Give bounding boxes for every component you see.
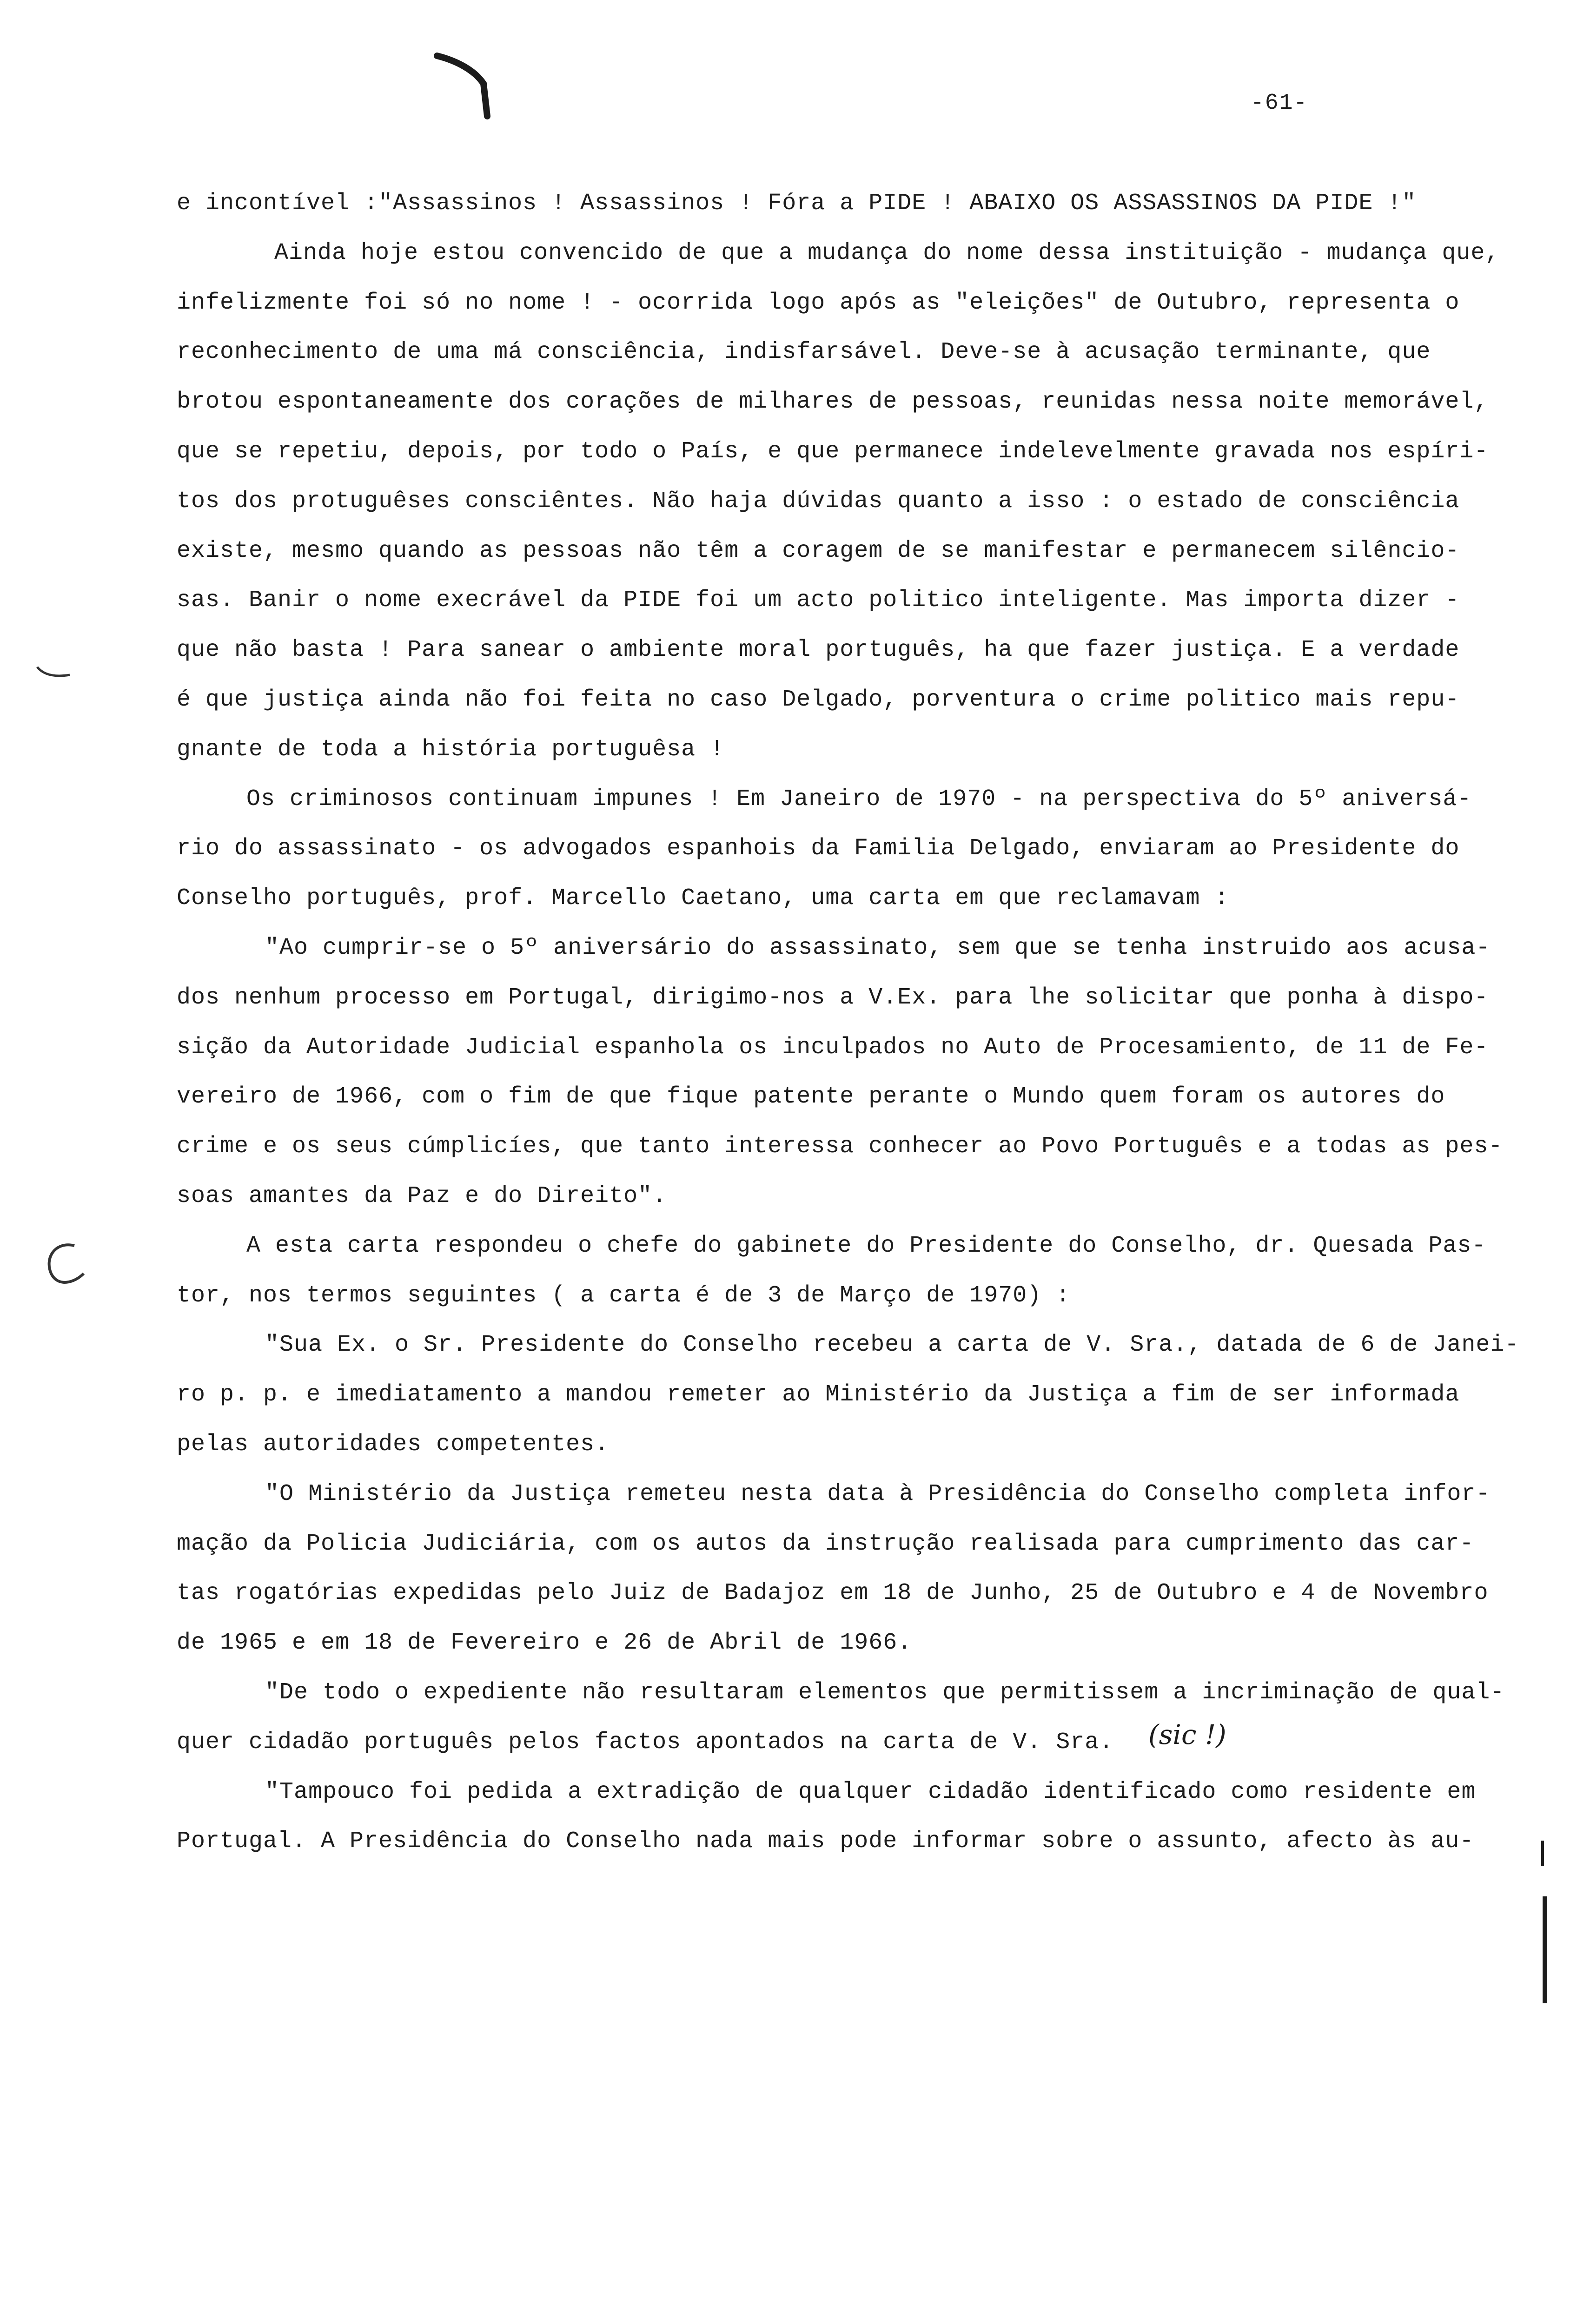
text-line: tas rogatórias expedidas pelo Juiz de Badajoz em 18 de Junho, 25 de Outubro e 4 de Novembro [177, 1580, 1489, 1607]
text-line: crime e os seus cúmplicíes, que tanto interessa conhecer ao Povo Português e a todas as pes- [177, 1133, 1503, 1160]
text-line: Conselho português, prof. Marcello Caetano, uma carta em que reclamavam : [177, 885, 1229, 912]
page-number: -61- [1251, 91, 1308, 116]
text-line: Ainda hoje estou convencido de que a mudança do nome dessa instituição - mudança que, [274, 239, 1500, 266]
text-line: "Sua Ex. o Sr. Presidente do Conselho recebeu a carta de V. Sra., datada de 6 de Janei- [265, 1332, 1519, 1359]
margin-bar [1543, 1896, 1547, 2003]
text-line: é que justiça ainda não foi feita no caso Delgado, porventura o crime politico mais repu- [177, 686, 1460, 713]
text-line: e incontível :"Assassinos ! Assassinos ! Fóra a PIDE ! ABAIXO OS ASSASSINOS DA PIDE !" [177, 190, 1417, 217]
text-line: que não basta ! Para sanear o ambiente moral português, ha que fazer justiça. E a verdade [177, 637, 1460, 664]
text-line: "O Ministério da Justiça remeteu nesta data à Presidência do Conselho completa infor- [265, 1480, 1491, 1507]
text-line: "Tampouco foi pedida a extradição de qualquer cidadão identificado como residente em [265, 1778, 1476, 1805]
text-line: vereiro de 1966, com o fim de que fique patente perante o Mundo quem foram os autores do [177, 1083, 1445, 1110]
text-line: gnante de toda a história portuguêsa ! [177, 736, 725, 763]
check-mark-icon [432, 42, 507, 135]
text-line: tos dos protuguêses consciêntes. Não haja dúvidas quanto a isso : o estado de consciência [177, 488, 1460, 515]
text-line: Portugal. A Presidência do Conselho nada mais pode informar sobre o assunto, afecto às au- [177, 1828, 1474, 1855]
text-line: "De todo o expediente não resultaram elementos que permitissem a incriminação de qual- [265, 1679, 1505, 1706]
margin-circle-icon [37, 1236, 93, 1292]
body-text [177, 179, 1548, 1867]
text-line: rio do assassinato - os advogados espanhois da Familia Delgado, enviaram ao Presidente do [177, 835, 1460, 862]
margin-bar [1541, 1841, 1544, 1866]
text-line: ro p. p. e imediatamento a mandou remeter ao Ministério da Justiça a fim de ser informada [177, 1381, 1460, 1408]
text-line: dos nenhum processo em Portugal, dirigimo-nos a V.Ex. para lhe solicitar que ponha à dispo- [177, 984, 1489, 1011]
text-line: sas. Banir o nome execrável da PIDE foi um acto politico inteligente. Mas importa dizer - [177, 587, 1460, 614]
text-line: que se repetiu, depois, por todo o País, e que permanece indelevelmente gravada nos espíri- [177, 438, 1489, 465]
text-line: sição da Autoridade Judicial espanhola os inculpados no Auto de Procesamiento, de 11 de Fe- [177, 1034, 1489, 1061]
margin-tick-icon [33, 660, 74, 688]
text-line: brotou espontaneamente dos corações de milhares de pessoas, reunidas nessa noite memorável, [177, 389, 1489, 416]
text-line: reconhecimento de uma má consciência, indisfarsável. Deve-se à acusação terminante, que [177, 339, 1431, 366]
text-line: de 1965 e em 18 de Fevereiro e 26 de Abril de 1966. [177, 1630, 912, 1657]
text-line: existe, mesmo quando as pessoas não têm a coragem de se manifestar e permanecem silêncio- [177, 537, 1460, 564]
text-line: "Ao cumprir-se o 5º aniversário do assassinato, sem que se tenha instruido aos acusa- [265, 934, 1491, 961]
text-line: pelas autoridades competentes. [177, 1431, 610, 1458]
text-line: A esta carta respondeu o chefe do gabinete do Presidente do Conselho, dr. Quesada Pas- [246, 1232, 1486, 1259]
text-line: soas amantes da Paz e do Direito". [177, 1182, 667, 1209]
text-line: infelizmente foi só no nome ! - ocorrida logo após as "eleições" de Outubro, representa o [177, 289, 1460, 316]
text-line: Os criminosos continuam impunes ! Em Janeiro de 1970 - na perspectiva do 5º aniversá- [246, 786, 1472, 812]
text-line: mação da Policia Judiciária, com os autos da instrução realisada para cumprimento das car- [177, 1530, 1474, 1557]
text-line: quer cidadão português pelos factos apontados na carta de V. Sra. [177, 1729, 1114, 1756]
handwritten-annotation: (sic !) [1148, 1719, 1226, 1750]
text-line: tor, nos termos seguintes ( a carta é de 3 de Março de 1970) : [177, 1282, 1071, 1309]
